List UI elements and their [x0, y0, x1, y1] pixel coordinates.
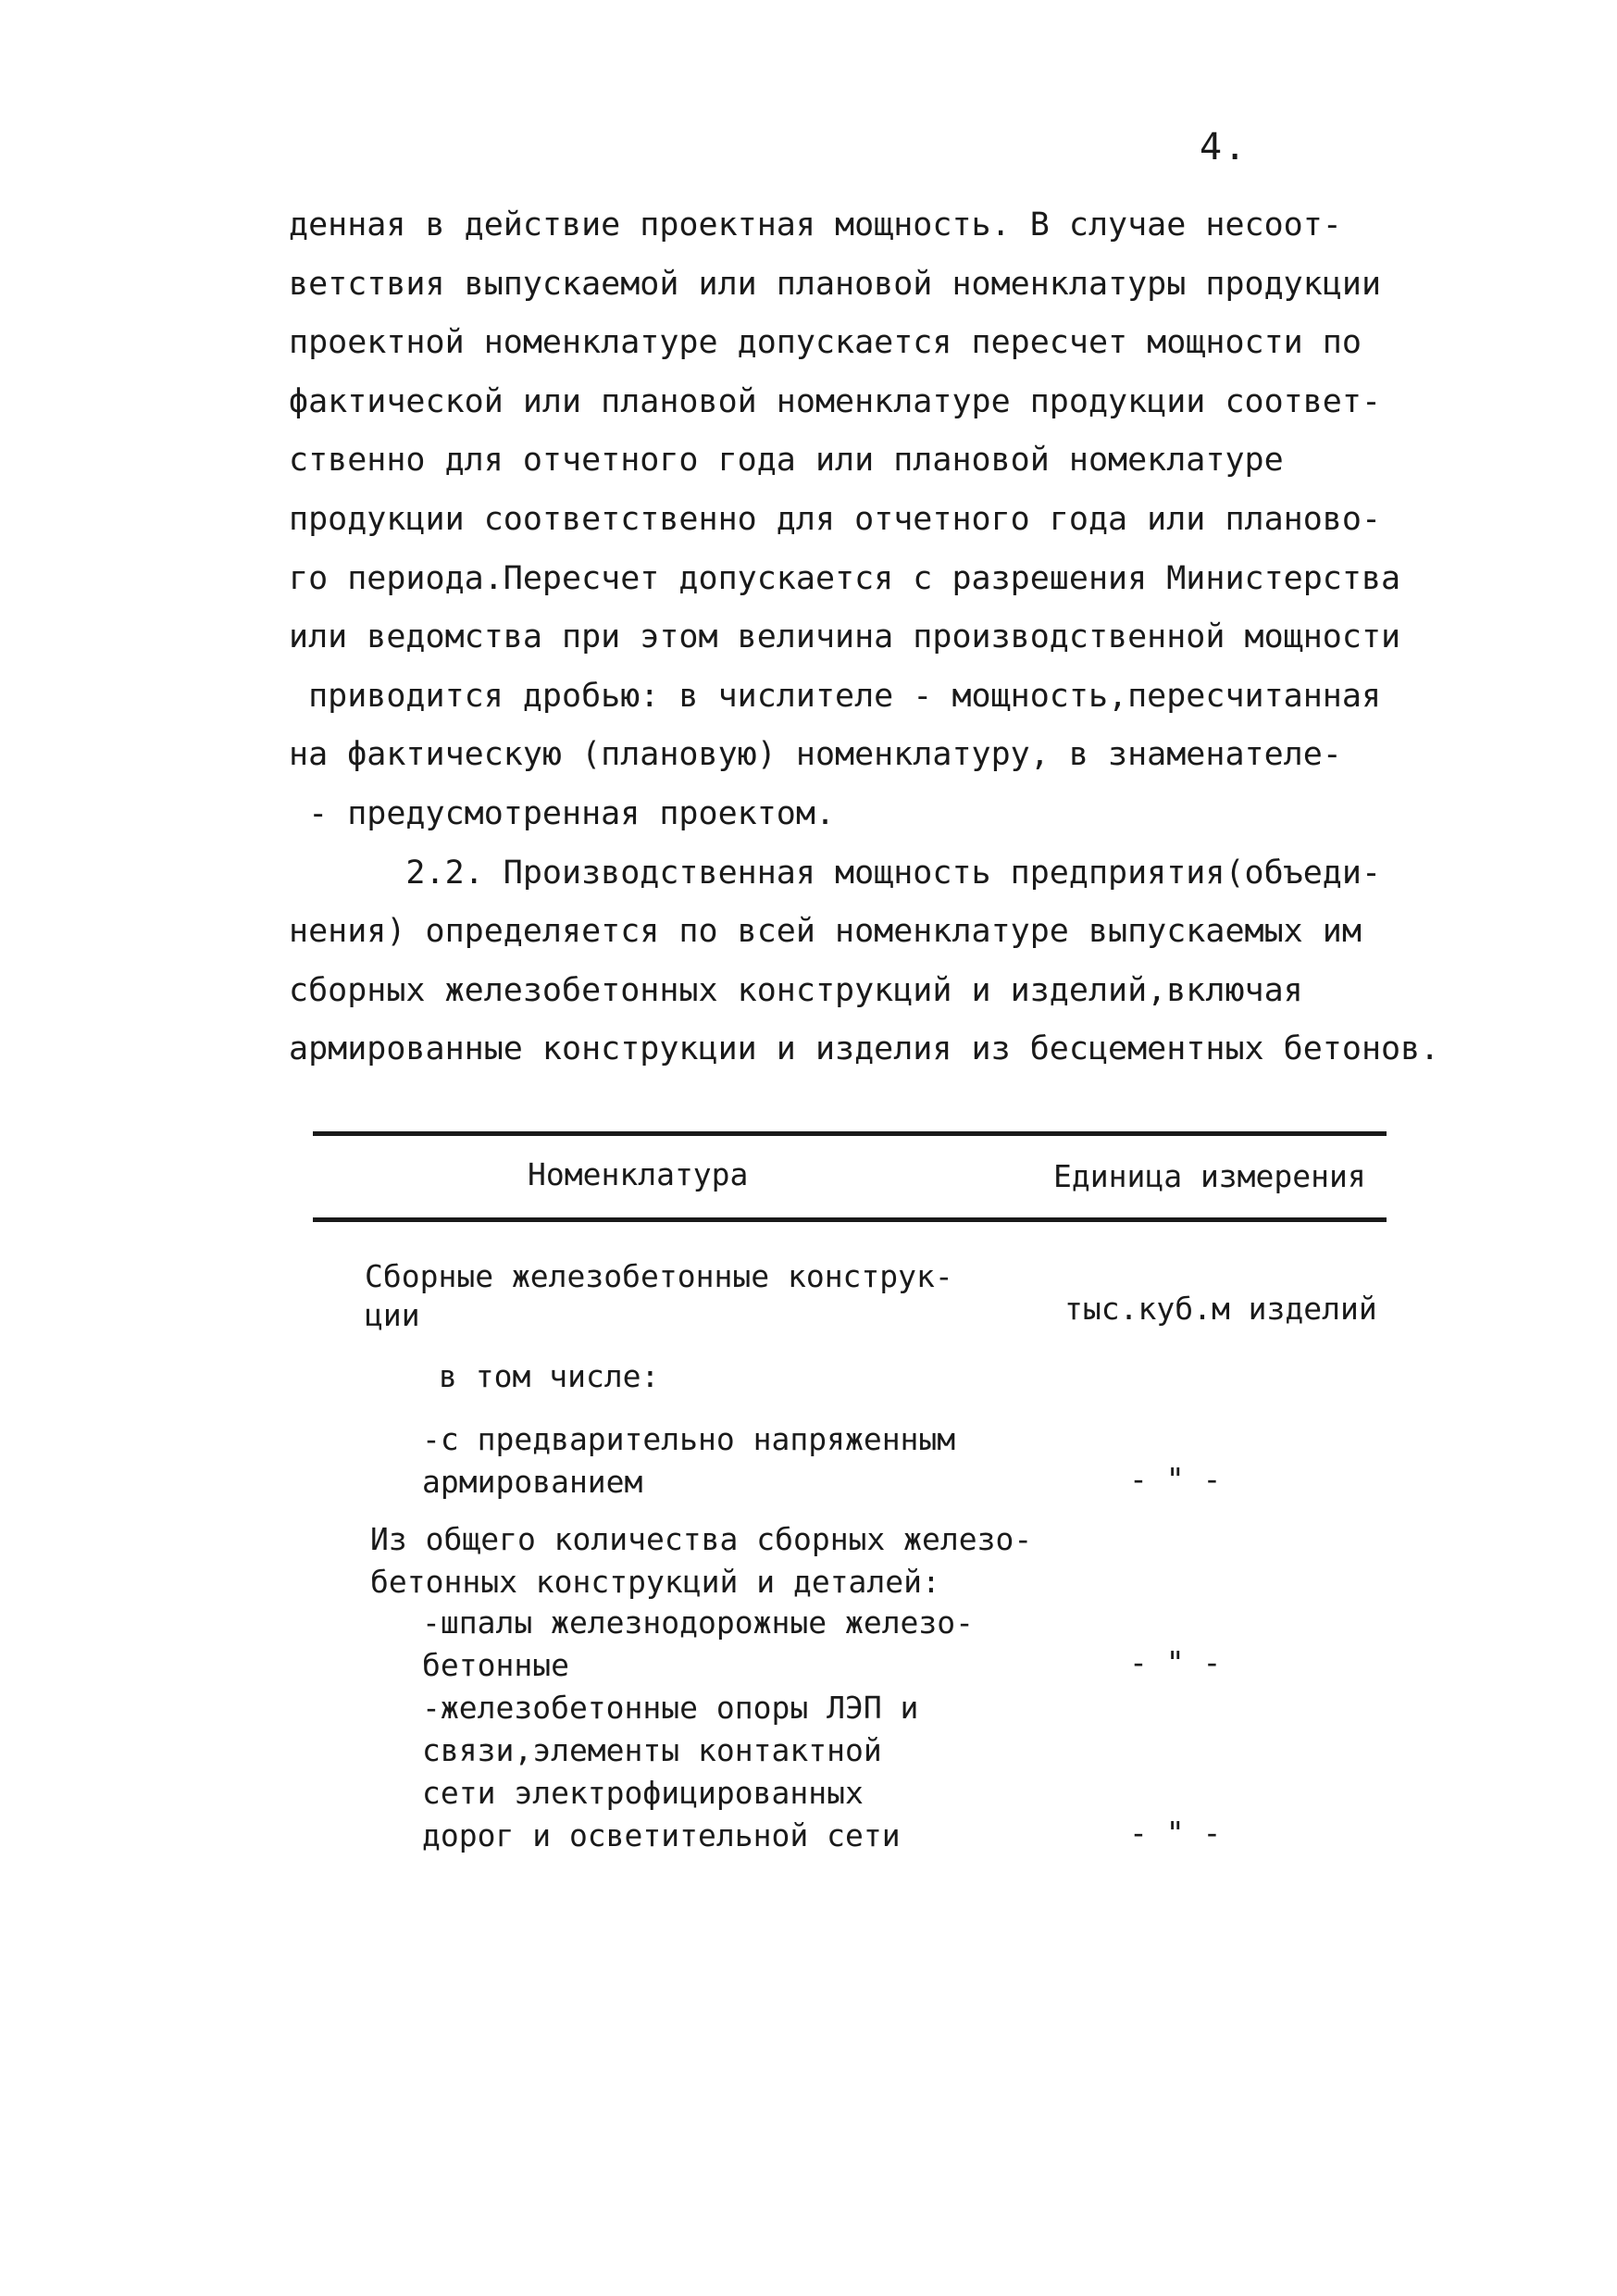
- row-name-line: -с предварительно напряженным: [422, 1421, 956, 1457]
- paragraph-line: на фактическую (плановую) номенклатуру, в знаменателе-: [289, 736, 1342, 774]
- paragraph-line: продукции соответственно для отчетного года или планово-: [289, 500, 1382, 538]
- row-unit: - " -: [1129, 1461, 1222, 1497]
- main-paragraph: [289, 196, 1440, 1079]
- row-unit: тыс.куб.м изделий: [1064, 1291, 1377, 1327]
- table-header: [313, 1136, 1387, 1217]
- row-name: [422, 1418, 955, 1504]
- row-name-line: в том числе:: [439, 1358, 660, 1394]
- page-number: 4.: [1200, 126, 1249, 168]
- row-name: [422, 1602, 974, 1687]
- paragraph-line: фактической или плановой номенклатуре продукции соответ-: [289, 382, 1382, 420]
- table-body: [313, 1222, 1387, 1907]
- row-unit: - " -: [1129, 1815, 1222, 1851]
- paragraph-line: го периода.Пересчет допускается с разрешения Министерства: [289, 559, 1401, 597]
- paragraph-line: проектной номенклатуре допускается пересчет мощности по: [289, 324, 1362, 362]
- row-name-line: бетонные: [422, 1647, 569, 1683]
- paragraph-line: ветствия выпускаемой или плановой номенклатуры продукции: [289, 265, 1382, 303]
- row-name: [365, 1257, 953, 1335]
- paragraph-line: армированные конструкции и изделия из бесцементных бетонов.: [289, 1030, 1440, 1068]
- row-name-line: Из общего количества сборных железо-: [370, 1521, 1033, 1557]
- row-name-line: дорог и осветительной сети: [422, 1817, 901, 1853]
- paragraph-line: денная в действие проектная мощность. В случае несоот-: [289, 206, 1342, 243]
- row-unit: - " -: [1129, 1644, 1222, 1680]
- nomenclature-table: [313, 1131, 1387, 1907]
- paragraph-line: 2.2. Производственная мощность предприятия(объеди-: [289, 854, 1382, 892]
- row-name: [370, 1518, 1032, 1603]
- row-name-line: Сборные железобетонные конструк-: [365, 1258, 953, 1294]
- paragraph-line: - предусмотренная проектом.: [289, 794, 836, 832]
- row-name: [439, 1357, 659, 1396]
- paragraph-line: сборных железобетонных конструкций и изделий,включая: [289, 971, 1303, 1009]
- row-name-line: связи,элементы контактной: [422, 1732, 882, 1768]
- row-name-line: ции: [365, 1297, 420, 1333]
- header-nomenclature: Номенклатура: [528, 1156, 749, 1192]
- paragraph-line: нения) определяется по всей номенклатуре выпускаемых им: [289, 913, 1362, 951]
- paragraph-line: приводится дробью: в числителе - мощность,пересчитанная: [289, 677, 1382, 715]
- row-name: [422, 1687, 918, 1857]
- row-name-line: армированием: [422, 1464, 643, 1500]
- paragraph-line: или ведомства при этом величина производственной мощности: [289, 618, 1401, 656]
- row-name-line: -шпалы железнодорожные железо-: [422, 1604, 975, 1641]
- header-unit: Единица измерения: [1053, 1158, 1366, 1194]
- paragraph-line: ственно для отчетного года или плановой номеклатуре: [289, 442, 1284, 480]
- row-name-line: бетонных конструкций и деталей:: [370, 1564, 940, 1600]
- row-name-line: сети электрофицированных: [422, 1775, 864, 1811]
- row-name-line: -железобетонные опоры ЛЭП и: [422, 1690, 919, 1726]
